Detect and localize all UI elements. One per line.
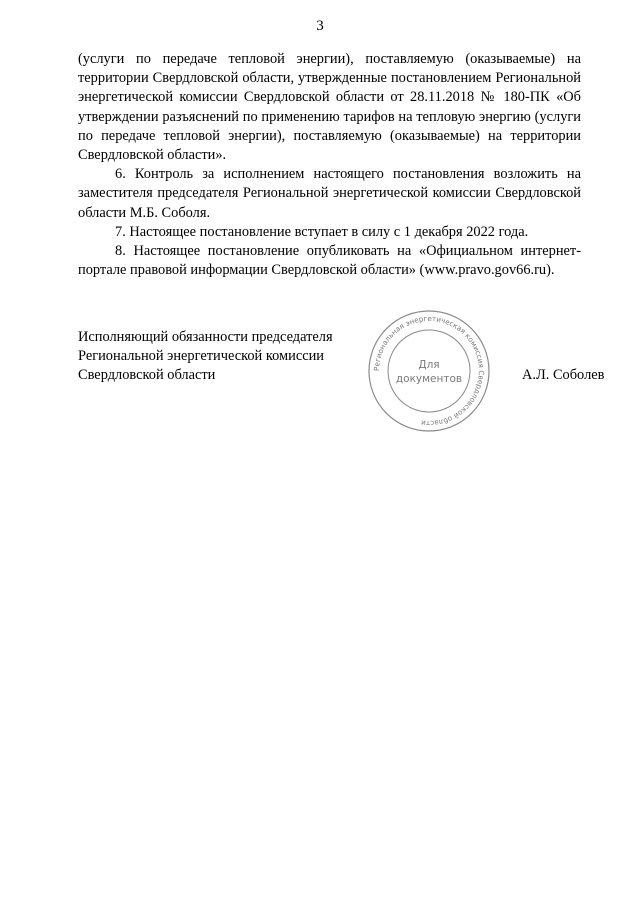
signatory-position-line: Исполняющий обязанности председателя	[78, 329, 333, 345]
seal-center-line: документов	[395, 373, 463, 385]
official-seal-stamp	[366, 308, 492, 434]
signatory-position-line: Региональной энергетической комиссии	[78, 348, 324, 365]
item-6-paragraph: 6. Контроль за исполнением настоящего постановления возложить на заместителя председателя Региональной энергетической комиссии Свердловской области М.Б. Соболя.	[78, 166, 581, 221]
item-8-paragraph: 8. Настоящее постановление опубликовать на «Официальном интернет-портале правовой информации Свердловской области» (www.pravo.gov66.ru).	[78, 243, 581, 279]
seal-ring-text: Региональная энергетическая комиссия Свердловской области	[371, 313, 487, 429]
item-7-paragraph: 7. Настоящее постановление вступает в силу с 1 декабря 2022 года.	[115, 223, 529, 240]
seal-center-line: Для	[418, 359, 440, 371]
continuation-paragraph: (услуги по передаче тепловой энергии), поставляемую (оказываемые) на территории Свердловской области, утвержденные постановлением Региональной энергетической комиссии Свердловской области от 28.11.2018 № 180-ПК «Об утверждении разъяснений по применению тарифов на тепловую энергию (услуги по передаче тепловой энергии), поставляемую (оказываемые) на территории Свердловской области».	[78, 51, 581, 164]
document-body	[78, 50, 581, 280]
page-number: 3	[316, 18, 324, 34]
signatory-name: А.Л. Соболев	[522, 367, 605, 383]
seal-outer-ring	[369, 311, 489, 431]
signatory-position-line: Свердловской области	[78, 367, 216, 384]
signatory-position	[78, 328, 378, 386]
seal-inner-ring	[388, 330, 470, 412]
